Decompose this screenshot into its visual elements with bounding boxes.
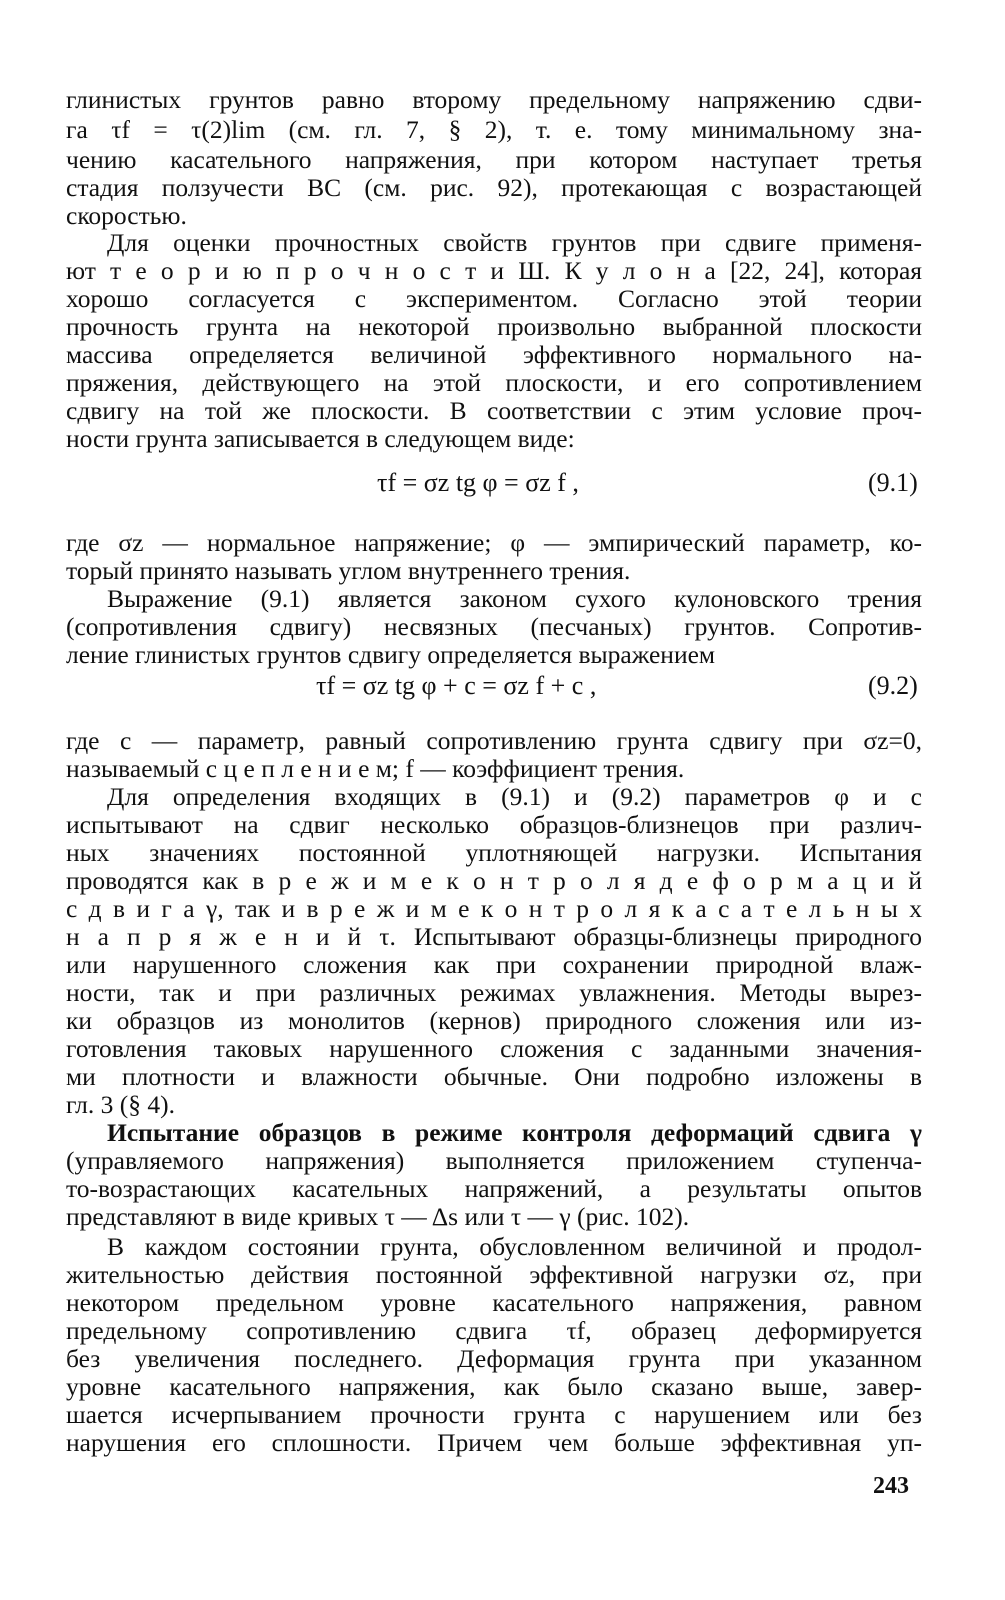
- text-line: с д в и г а γ, так и в р е ж и м е к о н т р о л я к а с а т е л ь н ы х: [66, 894, 922, 923]
- text-line: Испытание образцов в режиме контроля деформаций сдвига γ: [107, 1118, 922, 1147]
- text-line: без увеличения последнего. Деформация грунта при указанном: [66, 1344, 922, 1373]
- text-line: где c — параметр, равный сопротивлению грунта сдвигу при σz=0,: [66, 726, 922, 755]
- text-line: чению касательного напряжения, при котором наступает третья: [66, 145, 922, 174]
- text-line: га τf = τ(2)lim (см. гл. 7, § 2), т. е. тому минимальному зна-: [66, 115, 922, 144]
- text-line: уровне касательного напряжения, как было сказано выше, завер-: [66, 1372, 922, 1401]
- text-line: ление глинистых грунтов сдвигу определяется выражением: [66, 640, 716, 669]
- formula-9-2: τf = σz tg φ + c = σz f + c ,: [316, 671, 597, 700]
- text-line: ности, так и при различных режимах увлажнения. Методы вырез-: [66, 978, 922, 1007]
- text-line: ки образцов из монолитов (кернов) природного сложения или из-: [66, 1006, 922, 1035]
- equation-number-9-1: (9.1): [868, 468, 918, 497]
- text-line: проводятся как в р е ж и м е к о н т р о л я д е ф о р м а ц и й: [66, 866, 922, 895]
- text-line: некотором предельном уровне касательного напряжения, равном: [66, 1288, 922, 1317]
- equation-number-9-2: (9.2): [868, 671, 918, 700]
- text-line: пряжения, действующего на этой плоскости, и его сопротивлением: [66, 368, 922, 397]
- text-line: готовления таковых нарушенного сложения с заданными значения-: [66, 1034, 922, 1063]
- formula-9-1: τf = σz tg φ = σz f ,: [377, 468, 579, 497]
- text-line: ют т е о р и ю п р о ч н о с т и Ш. К у л о н а [22, 24], которая: [66, 256, 922, 285]
- text-line: испытывают на сдвиг несколько образцов-близнецов при различ-: [66, 810, 922, 839]
- text-line: гл. 3 (§ 4).: [66, 1090, 175, 1119]
- text-line: массива определяется величиной эффективного нормального на-: [66, 340, 922, 369]
- text-line: Для определения входящих в (9.1) и (9.2) параметров φ и c: [107, 782, 922, 811]
- text-line: н а п р я ж е н и й τ. Испытывают образцы-близнецы природного: [66, 922, 922, 951]
- text-line: прочность грунта на некоторой произвольно выбранной плоскости: [66, 312, 922, 341]
- text-line: В каждом состоянии грунта, обусловленном величиной и продол-: [107, 1232, 922, 1261]
- page-number: 243: [873, 1473, 909, 1499]
- text-line: глинистых грунтов равно второму предельному напряжению сдви-: [66, 85, 922, 114]
- text-line: где σz — нормальное напряжение; φ — эмпирический параметр, ко-: [66, 528, 922, 557]
- text-line: ми плотности и влажности обычные. Они подробно изложены в: [66, 1062, 922, 1091]
- text-line: (сопротивления сдвигу) несвязных (песчаных) грунтов. Сопротив-: [66, 612, 922, 641]
- text-line: нарушения его сплошности. Причем чем больше эффективная уп-: [66, 1428, 922, 1457]
- text-line: Выражение (9.1) является законом сухого кулоновского трения: [107, 584, 922, 613]
- text-line: хорошо согласуется с экспериментом. Согласно этой теории: [66, 284, 922, 313]
- text-line: жительностью действия постоянной эффективной нагрузки σz, при: [66, 1260, 922, 1289]
- text-line: предельному сопротивлению сдвига τf, образец деформируется: [66, 1316, 922, 1345]
- text-line: называемый с ц е п л е н и е м; f — коэффициент трения.: [66, 754, 685, 783]
- text-line: то-возрастающих касательных напряжений, а результаты опытов: [66, 1174, 922, 1203]
- text-line: ности грунта записывается в следующем виде:: [66, 424, 575, 453]
- text-line: или нарушенного сложения как при сохранении природной влаж-: [66, 950, 922, 979]
- text-line: сдвигу на той же плоскости. В соответствии с этим условие проч-: [66, 396, 922, 425]
- text-line: Для оценки прочностных свойств грунтов при сдвиге применя-: [107, 228, 922, 257]
- text-line: представляют в виде кривых τ — Δs или τ — γ (рис. 102).: [66, 1202, 690, 1231]
- text-line: скоростью.: [66, 201, 187, 230]
- text-line: торый принято называть углом внутреннего трения.: [66, 556, 631, 585]
- text-line: ных значениях постоянной уплотняющей нагрузки. Испытания: [66, 838, 922, 867]
- text-line: стадия ползучести BC (см. рис. 92), протекающая с возрастающей: [66, 173, 922, 202]
- text-line: шается исчерпыванием прочности грунта с нарушением или без: [66, 1400, 922, 1429]
- text-line: (управляемого напряжения) выполняется приложением ступенча-: [66, 1146, 922, 1175]
